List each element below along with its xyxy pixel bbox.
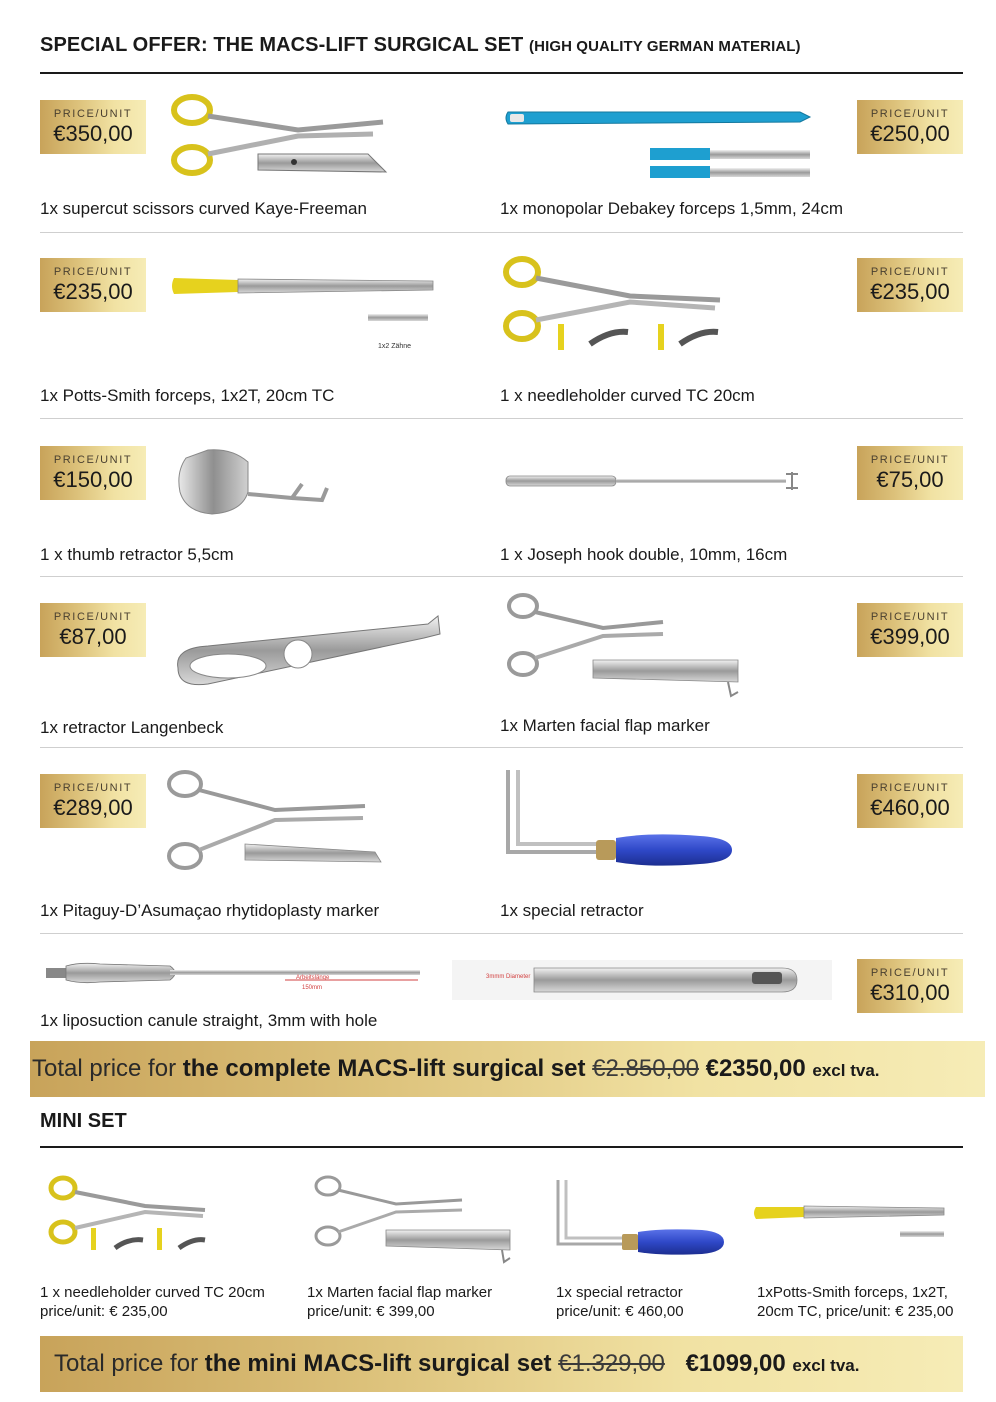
mini-item: [757, 1283, 954, 1321]
price-label: PRICE/UNIT: [53, 108, 133, 120]
price-label: PRICE/UNIT: [870, 266, 950, 278]
price-value: €289,00: [53, 795, 133, 820]
product-caption: 1 x Joseph hook double, 10mm, 16cm: [500, 545, 788, 564]
price-label: PRICE/UNIT: [870, 454, 950, 466]
price-label: PRICE/UNIT: [870, 108, 950, 120]
price-value: €235,00: [870, 279, 950, 304]
product-caption: 1x Marten facial flap marker: [500, 716, 710, 735]
total-prefix: Total price for: [32, 1055, 177, 1082]
mini-item-name: 1x Marten facial flap marker: [307, 1284, 493, 1301]
header-rule: [40, 72, 963, 74]
price-badge: [40, 774, 146, 828]
product-caption: 1 x thumb retractor 5,5cm: [40, 545, 234, 564]
price-value: €250,00: [870, 121, 950, 146]
price-label: PRICE/UNIT: [53, 454, 133, 466]
price-value: €460,00: [870, 795, 950, 820]
price-badge: [40, 258, 146, 312]
canule-length-value: 150mm: [302, 985, 323, 991]
mini-set-heading: MINI SET: [40, 1110, 127, 1132]
mini-item-price: price/unit: € 235,00: [40, 1303, 168, 1320]
product-caption: 1x special retractor: [500, 901, 644, 920]
mini-item: [556, 1283, 684, 1321]
price-badge: [857, 959, 963, 1013]
mini-item-price: price/unit: € 460,00: [556, 1303, 684, 1320]
price-label: PRICE/UNIT: [53, 782, 133, 794]
price-badge: [40, 603, 146, 657]
price-badge: [857, 100, 963, 154]
mini-rule: [40, 1146, 963, 1148]
retractor-icon: [168, 608, 443, 693]
old-price: €1.329,00: [558, 1350, 665, 1377]
total-set-name: the complete MACS-lift surgical set: [182, 1055, 586, 1082]
price-value: €399,00: [870, 624, 950, 649]
product-caption: 1x Potts-Smith forceps, 1x2T, 20cm TC: [40, 386, 335, 405]
needleholder-icon: [500, 252, 730, 362]
hook-icon: [502, 466, 807, 496]
price-value: €235,00: [53, 279, 133, 304]
forceps-icon: [168, 268, 443, 358]
price-badge: [857, 774, 963, 828]
special-retractor-icon: [500, 760, 740, 880]
mini-item: [40, 1283, 265, 1321]
price-badge: [40, 100, 146, 154]
tax-note: excl tva.: [812, 1061, 880, 1080]
needleholder-icon: [45, 1172, 210, 1262]
mini-item-price: 20cm TC, price/unit: € 235,00: [757, 1303, 954, 1320]
price-badge: [857, 258, 963, 312]
product-caption: 1x supercut scissors curved Kaye-Freeman: [40, 199, 367, 218]
row-divider: [40, 747, 963, 748]
row-divider: [40, 418, 963, 419]
price-value: €310,00: [870, 980, 950, 1005]
page-title: [40, 34, 801, 57]
total-prefix: Total price for: [54, 1350, 199, 1377]
price-label: PRICE/UNIT: [870, 782, 950, 794]
marker-icon: [165, 766, 390, 881]
special-retractor-icon: [552, 1170, 732, 1265]
row-divider: [40, 232, 963, 233]
mini-item: [307, 1283, 492, 1321]
scissors-icon: [168, 92, 398, 182]
canule-diameter-label: 3mmm Diameter: [486, 974, 531, 980]
price-badge: [857, 603, 963, 657]
product-caption: 1x liposuction canule straight, 3mm with hole: [40, 1011, 378, 1030]
thumb-retractor-icon: [172, 442, 332, 522]
price-value: €350,00: [53, 121, 133, 146]
total-set-name: the mini MACS-lift surgical set: [204, 1350, 552, 1377]
new-price: €2350,00: [705, 1055, 806, 1082]
tax-note: excl tva.: [792, 1356, 860, 1375]
mini-item-name: 1xPotts-Smith forceps, 1x2T,: [757, 1284, 948, 1301]
price-value: €87,00: [59, 624, 127, 649]
forceps-icon: [500, 100, 815, 185]
product-caption: 1x monopolar Debakey forceps 1,5mm, 24cm: [500, 199, 843, 218]
row-divider: [40, 933, 963, 934]
title-subtitle: (HIGH QUALITY GERMAN MATERIAL): [529, 38, 801, 55]
old-price: €2.850,00: [592, 1055, 699, 1082]
canule-icon: [452, 960, 832, 1000]
product-caption: 1 x needleholder curved TC 20cm: [500, 386, 755, 405]
row-divider: [40, 576, 963, 577]
title-main: SPECIAL OFFER: THE MACS-LIFT SURGICAL SET: [40, 34, 524, 56]
price-value: €75,00: [876, 467, 944, 492]
svg-text:1x2 Zähne: 1x2 Zähne: [378, 343, 412, 350]
marker-icon: [503, 592, 748, 702]
price-badge: [857, 446, 963, 500]
canule-length-label: Arbeitslänge: [296, 975, 330, 981]
canule-icon: [40, 958, 425, 998]
forceps-icon: [752, 1195, 952, 1260]
marker-icon: [312, 1172, 517, 1267]
price-label: PRICE/UNIT: [53, 611, 133, 623]
total-price-banner: [30, 1041, 985, 1097]
price-label: PRICE/UNIT: [870, 611, 950, 623]
product-caption: 1x Pitaguy-D’Asumaçao rhytidoplasty marker: [40, 901, 380, 920]
mini-item-name: 1 x needleholder curved TC 20cm: [40, 1284, 265, 1301]
mini-total-price-banner: [40, 1336, 963, 1392]
product-caption: 1x retractor Langenbeck: [40, 718, 224, 737]
mini-item-name: 1x special retractor: [556, 1284, 683, 1301]
mini-item-price: price/unit: € 399,00: [307, 1303, 435, 1320]
price-value: €150,00: [53, 467, 133, 492]
price-label: PRICE/UNIT: [53, 266, 133, 278]
new-price: €1099,00: [685, 1350, 786, 1377]
price-label: PRICE/UNIT: [870, 967, 950, 979]
price-badge: [40, 446, 146, 500]
